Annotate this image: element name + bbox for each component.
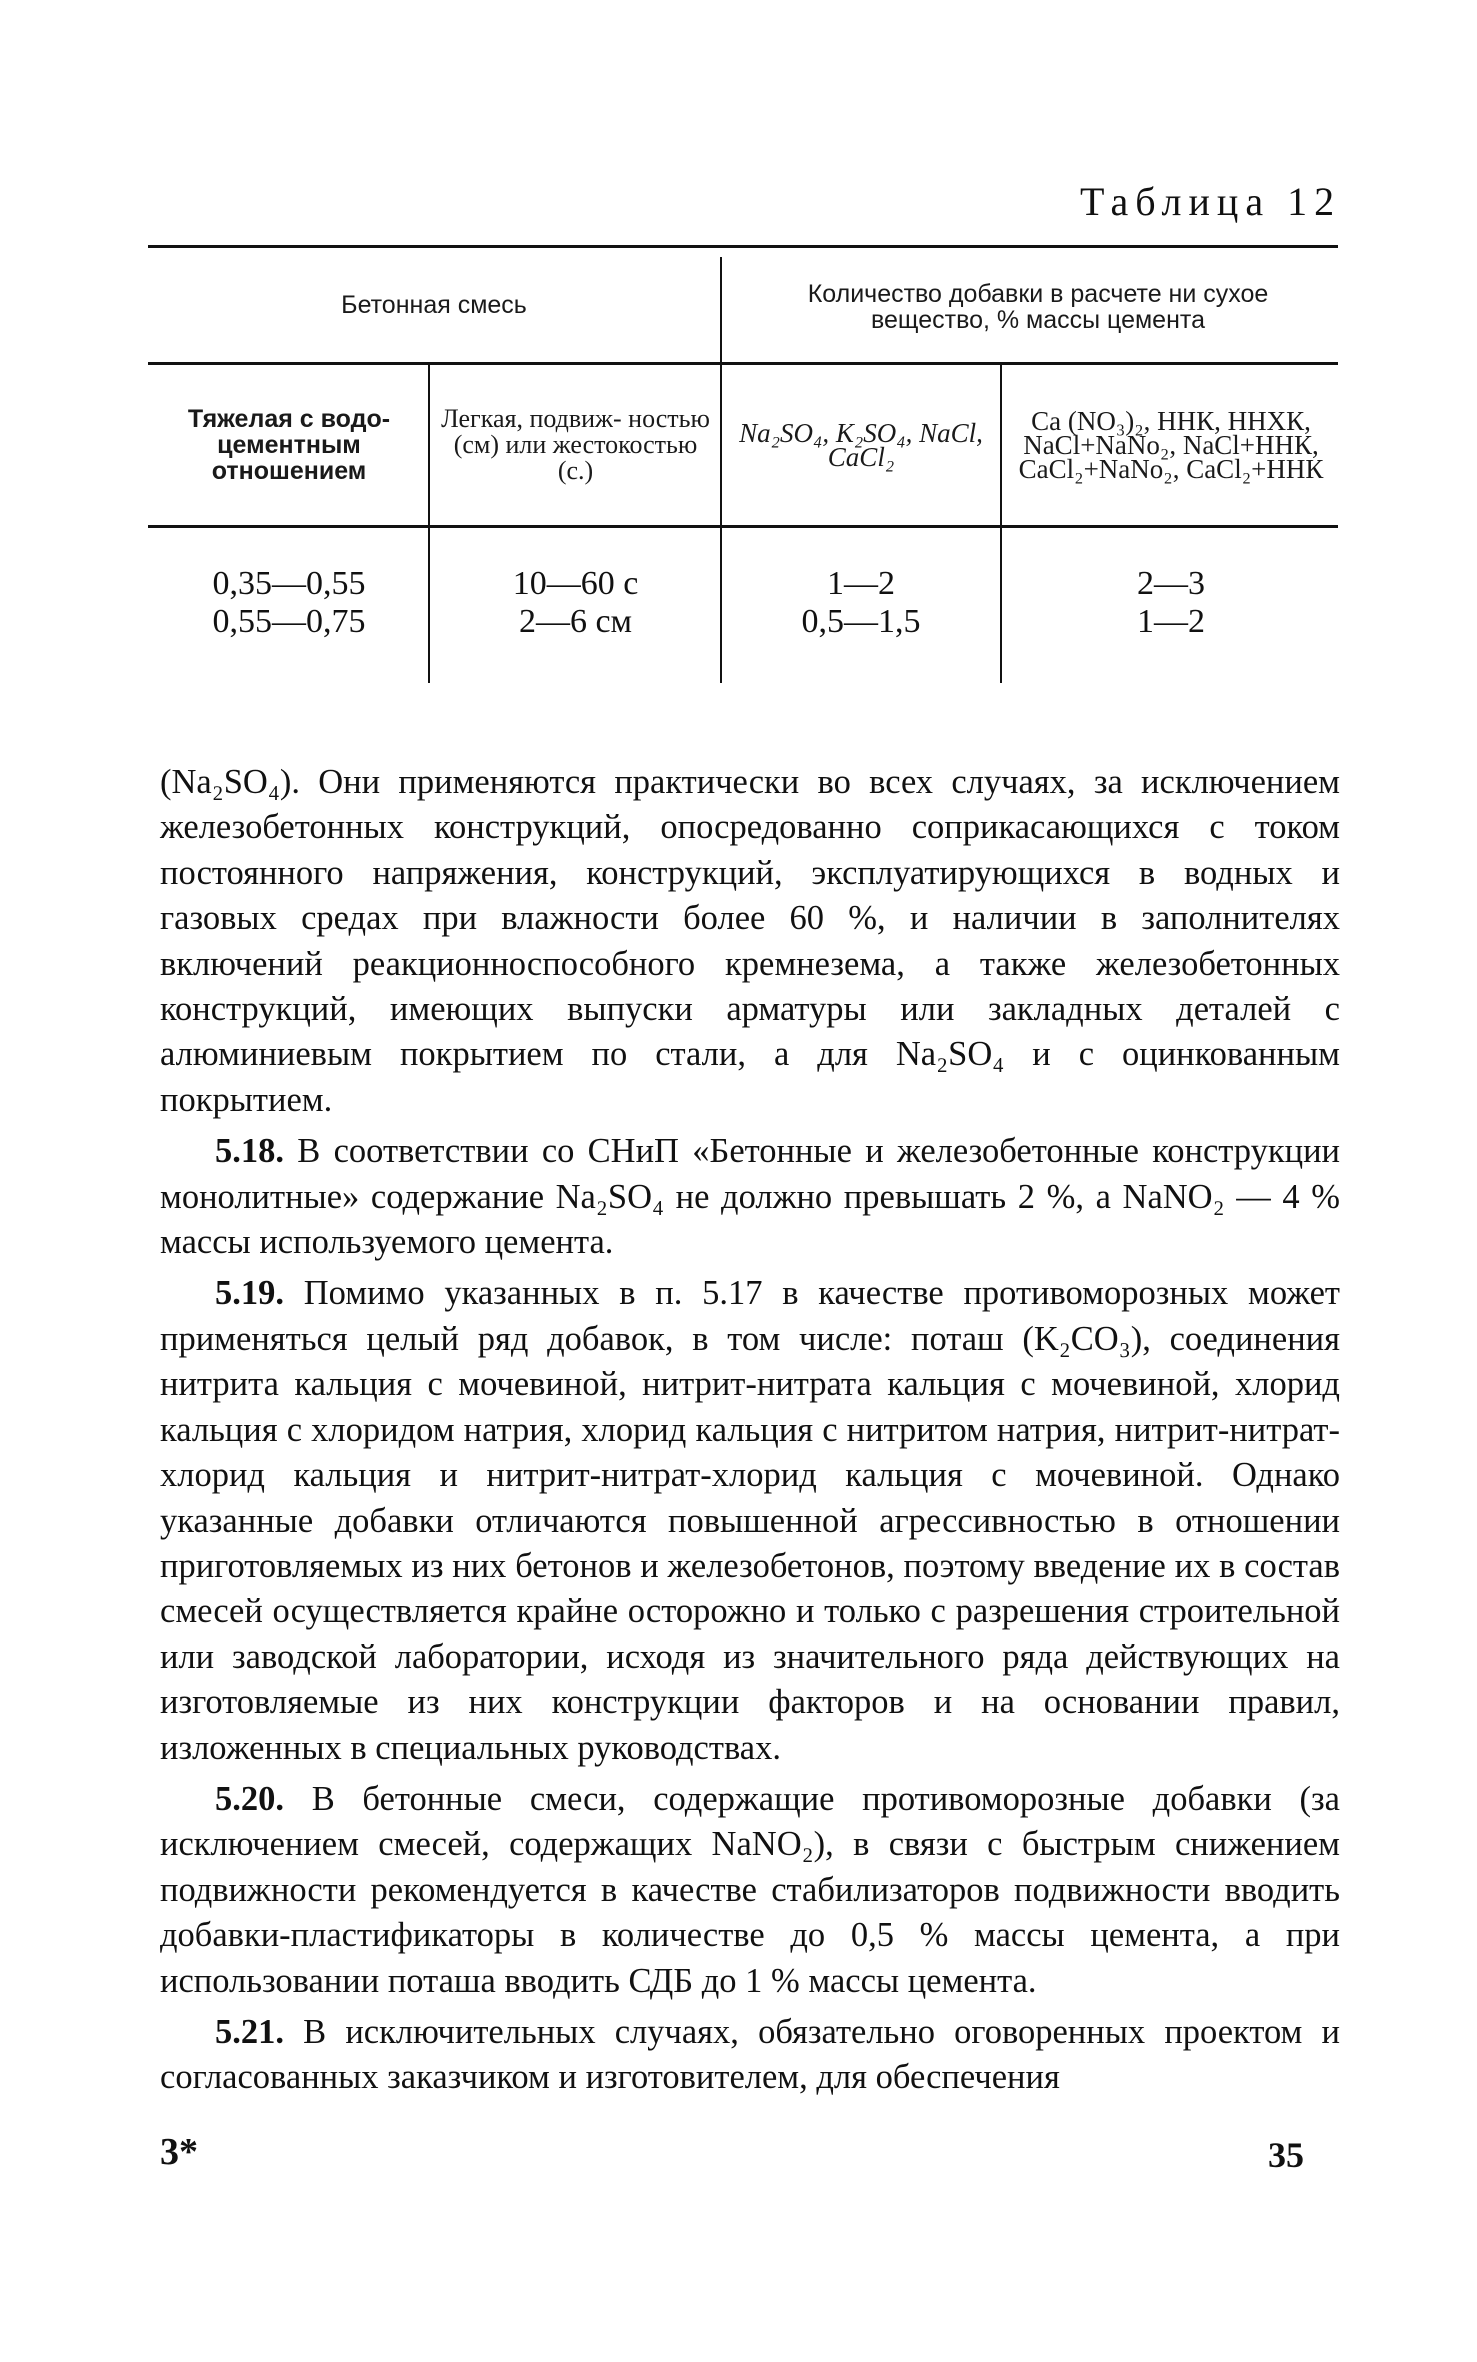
header-light: Легкая, подвиж- ностью (см) или жестокостью (с.) — [441, 404, 710, 485]
signature-mark: 3* — [160, 2131, 198, 2173]
paragraph-5-19 — [160, 1271, 1340, 1770]
header-concrete-mix: Бетонная смесь — [341, 291, 527, 319]
column-additive1-values — [730, 565, 992, 641]
body-text — [160, 760, 1340, 2107]
table-cell: 1—2 — [827, 565, 895, 602]
table-cell: 0,35—0,55 — [212, 565, 366, 602]
column-heavy-values — [158, 565, 420, 641]
paragraph-text: Помимо указанных в п. 5.17 в качестве противоморозных может применяться целый ряд добавок, в том числе: поташ (K₂CO₃), соединения нитрита кальция с мочевиной, нитрит-нитрата кальция с мочевиной, хлорид кальция с хлоридом натрия, хлорид кальция с нитритом натрия, нитрит-нитрат-хлорид кальция и нитрит-нитрат-хлорид кальция с мочевиной. Однако указанные добавки отличаются повышенной агрессивностью в отношении приготовляемых из них бетонов и железобетонов, поэтому введение их в состав смесей осуществляется крайне осторожно и только с разрешения строительной или заводской лаборатории, исходя из значительного ряда действующих на изготовляемые из них конструкции факторов и на основании правил, изложенных в специальных руководствах. — [160, 1274, 1340, 1767]
column-additive2-values — [1010, 565, 1332, 641]
header-additive-sulfates: Na₂SO₄, K₂SO₄, NaCl, CaCl₂ — [739, 418, 983, 472]
table-divider-additive — [1000, 365, 1002, 683]
paragraph-5-21 — [160, 2010, 1340, 2101]
table-cell: 0,55—0,75 — [212, 603, 366, 640]
section-number: 5.21. — [215, 2012, 284, 2051]
section-number: 5.18. — [215, 1132, 284, 1171]
table-cell: 10—60 с — [512, 565, 639, 602]
paragraph-text: В соответствии со СНиП «Бетонные и железобетонные конструкции монолитные» содержание Na₂SO₄ не должно превышать 2 %, а NaNO₂ — 4 % массы используемого цемента. — [160, 1132, 1340, 1262]
section-number: 5.20. — [215, 1779, 284, 1818]
header-additive-nitrates: Ca (NO₃)₂, ННК, ННХК, NaCl+NaNo₂, NaCl+ННК, CaCl₂+NaNo₂, CaCl₂+ННК — [1018, 406, 1324, 484]
table-cell: 1—2 — [1137, 603, 1205, 640]
paragraph-text: В исключительных случаях, обязательно оговоренных проектом и согласованных заказчиком и изготовителем, для обеспечения — [160, 2012, 1340, 2097]
table-body-rule — [148, 525, 1338, 528]
additive-table — [148, 245, 1338, 683]
table-caption: Таблица 12 — [1080, 179, 1342, 224]
table-header-rule — [148, 362, 1338, 365]
header-heavy: Тяжелая с водо- цементным отношением — [187, 405, 391, 485]
table-top-rule — [148, 245, 1338, 248]
paragraph-text: В бетонные смеси, содержащие противоморозные добавки (за исключением смесей, содержащих NaNO₂), в связи с быстрым снижением подвижности рекомендуется в качестве стабилизаторов подвижности вводить добавки-пластификаторы в количестве до 0,5 % массы цемента, а при использовании поташа вводить СДБ до 1 % массы цемента. — [160, 1779, 1340, 2000]
table-cell: 2—6 см — [518, 603, 633, 640]
table-cell: 2—3 — [1137, 565, 1205, 602]
paragraph-5-20 — [160, 1777, 1340, 2004]
table-divider-main — [720, 257, 722, 683]
column-light-values — [438, 565, 713, 641]
header-additive-amount: Количество добавки в расчете ни сухое вещество, % массы цемента — [807, 280, 1269, 334]
table-cell: 0,5—1,5 — [801, 603, 921, 640]
paragraph-5-18 — [160, 1129, 1340, 1265]
section-number: 5.19. — [215, 1274, 284, 1313]
table-divider-mix — [428, 365, 430, 683]
page-number: 35 — [1268, 2135, 1304, 2175]
paragraph: (Na₂SO₄). Они применяются практически во всех случаях, за исключением железобетонных конструкций, опосредованно соприкасающихся с током постоянного напряжения, конструкций, эксплуатирующихся в водных и газовых средах при влажности более 60 %, и наличии в заполнителях включений реакционноспособного кремнезема, а также железобетонных конструкций, имеющих выпуски арматуры или закладных деталей с алюминиевым покрытием по стали, а для Na₂SO₄ и с оцинкованным покрытием. — [160, 763, 1340, 1119]
